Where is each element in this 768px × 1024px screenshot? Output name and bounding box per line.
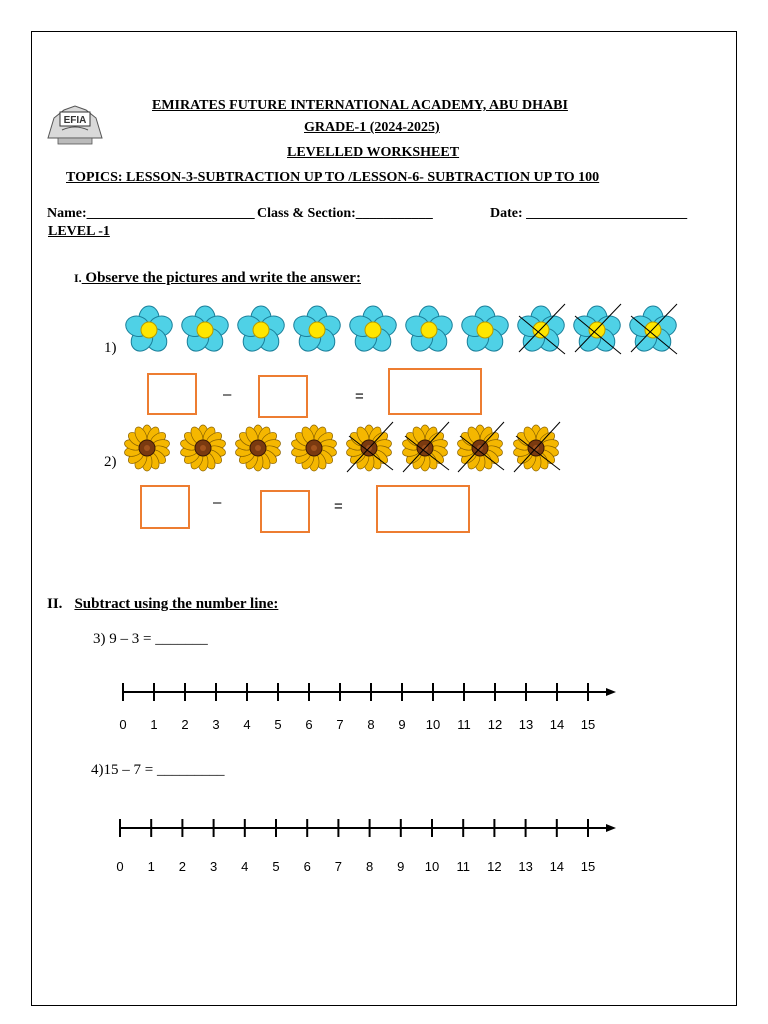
crossed-blue-flower-icon [627, 302, 679, 358]
tick-label: 9 [398, 717, 406, 732]
tick-label: 3 [212, 717, 220, 732]
tick-label: 14 [549, 859, 565, 874]
sunflower-icon [234, 422, 282, 474]
blue-flower-icon [347, 302, 399, 358]
tick-label: 9 [397, 859, 405, 874]
blue-flower-icon [123, 302, 175, 358]
tick-label: 12 [487, 859, 502, 874]
blue-flower-icon [179, 302, 231, 358]
topics-line: TOPICS: LESSON-3-SUBTRACTION UP TO /LESSON-6- SUBTRACTION UP TO 100 [66, 170, 600, 185]
crossed-blue-flower-icon [515, 302, 567, 358]
date-field[interactable]: Date: _______________________ [490, 206, 688, 221]
tick-label: 10 [424, 859, 440, 874]
number-line-q4 [116, 819, 616, 874]
tick-label: 14 [549, 717, 565, 732]
sunflower-icon [290, 422, 338, 474]
blue-flower-icon [403, 302, 455, 358]
tick-label: 11 [456, 859, 470, 874]
name-field[interactable]: Name:________________________ [47, 206, 255, 221]
school-name: EMIRATES FUTURE INTERNATIONAL ACADEMY, ABU DHABI [152, 98, 568, 113]
section-2-title: Subtract using the number line: [74, 596, 279, 612]
tick-label: 0 [119, 717, 127, 732]
tick-label: 15 [580, 717, 596, 732]
sunflower-icon [123, 422, 171, 474]
crossed-blue-flower-icon [571, 302, 623, 358]
arrow-right-icon [606, 824, 616, 832]
crossed-sunflower-icon [456, 422, 504, 474]
number-line-q3 [119, 683, 616, 732]
crossed-sunflower-icon [512, 422, 560, 474]
tick-label: 3 [209, 859, 218, 874]
tick-label: 5 [272, 859, 280, 874]
minus-sign-1: – [223, 386, 232, 403]
tick-label: 8 [365, 859, 374, 874]
tick-label: 7 [336, 717, 344, 732]
blue-flower-icon [459, 302, 511, 358]
tick-label: 5 [274, 717, 282, 732]
blue-flower-icon [291, 302, 343, 358]
class-section-field[interactable]: Class & Section:___________ [257, 206, 433, 221]
question-1-label: 1) [104, 340, 117, 356]
tick-label: 6 [303, 859, 311, 874]
tick-label: 8 [367, 717, 375, 732]
arrow-right-icon [606, 688, 616, 696]
logo-text: EFIA [63, 115, 87, 126]
question-4: 4)15 – 7 = _________ [91, 762, 225, 778]
tick-label: 1 [150, 717, 158, 732]
question-3: 3) 9 – 3 = _______ [93, 631, 208, 647]
level-label: LEVEL -1 [48, 224, 110, 239]
tick-label: 2 [178, 859, 187, 874]
tick-label: 4 [241, 859, 249, 874]
blue-flower-icon [235, 302, 287, 358]
grade-title: GRADE-1 (2024-2025) [304, 120, 440, 135]
tick-label: 10 [425, 717, 441, 732]
equals-sign-2: = [334, 498, 343, 515]
tick-label: 15 [580, 859, 596, 874]
tick-label: 13 [518, 717, 534, 732]
tick-label: 2 [181, 717, 189, 732]
worksheet-title: LEVELLED WORKSHEET [287, 145, 460, 160]
sunflower-icon [179, 422, 227, 474]
tick-label: 6 [305, 717, 313, 732]
tick-label: 1 [147, 859, 155, 874]
tick-label: 12 [487, 717, 503, 732]
equals-sign-1: = [355, 388, 364, 405]
section-2-number: II. [47, 596, 63, 612]
tick-label: 7 [334, 859, 343, 874]
tick-label: 13 [518, 859, 533, 874]
minus-sign-2: – [213, 494, 222, 511]
tick-label: 4 [243, 717, 251, 732]
tick-label: 11 [457, 717, 471, 732]
question-2-label: 2) [104, 454, 117, 470]
crossed-sunflower-icon [345, 422, 393, 474]
section-1-title: Observe the pictures and write the answer: [81, 270, 361, 286]
crossed-sunflower-icon [401, 422, 449, 474]
section-1-number: I. [74, 271, 82, 285]
tick-label: 0 [116, 859, 124, 874]
